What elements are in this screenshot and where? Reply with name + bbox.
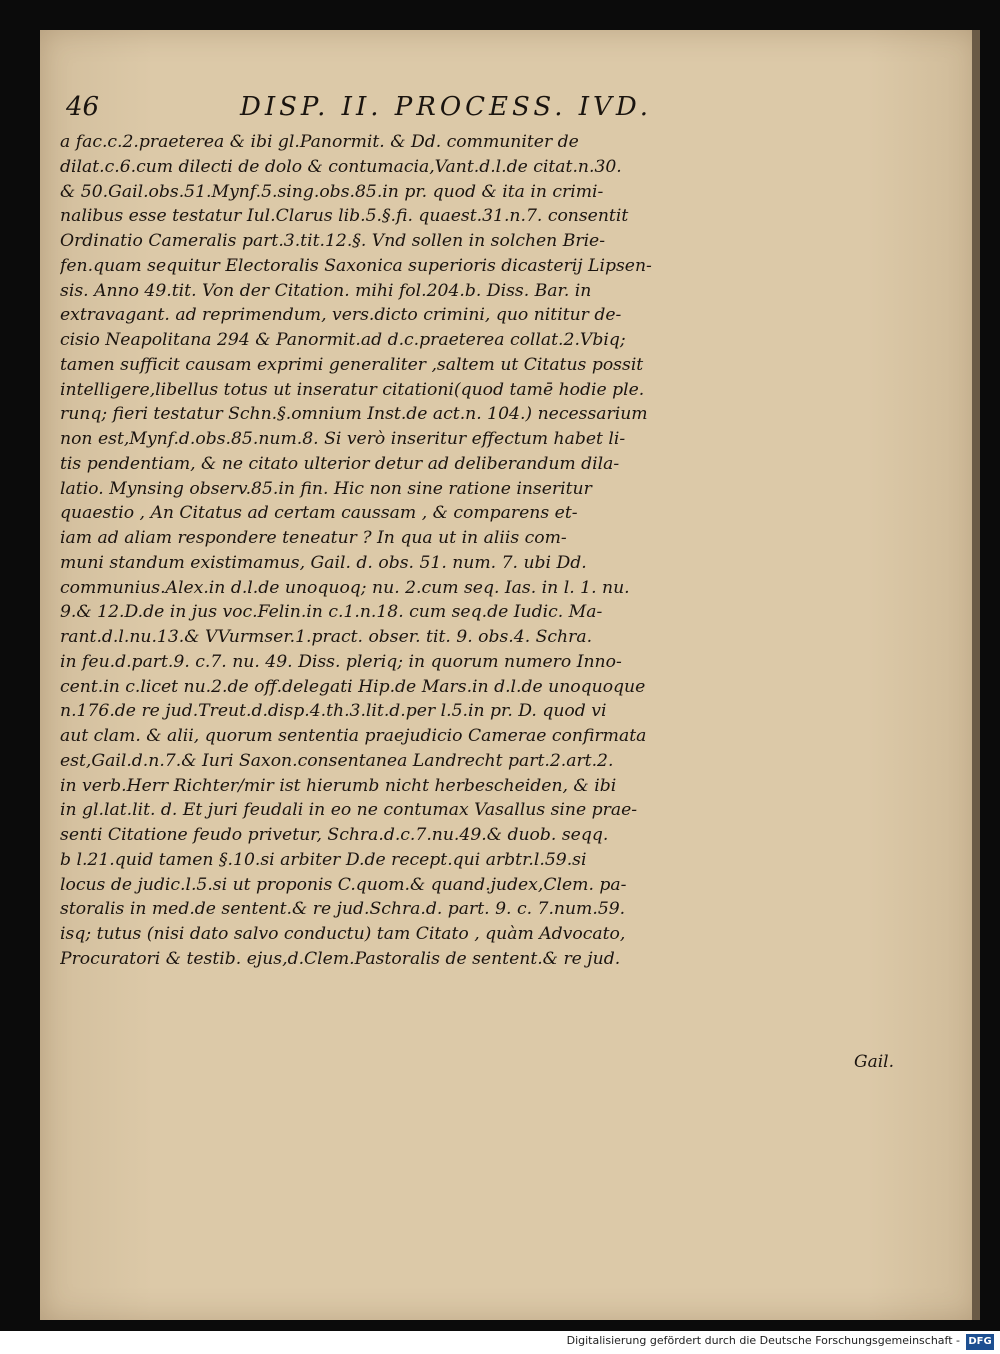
text-line: isq; tutus (nisi dato salvo conductu) tam Citato , quàm Advocato, bbox=[60, 924, 626, 944]
text-line: 9.& 12.D.de in jus voc.Felin.in c.1.n.18. cum seq.de Iudic. Ma- bbox=[60, 602, 603, 623]
text-line: in verb.Herr Richter/mir ist hierumb nicht herbescheiden, & ibi bbox=[60, 775, 617, 796]
footnote-text-block bbox=[60, 130, 920, 972]
text-line: fen.quam sequitur Electoralis Saxonica superioris dicasterij Lipsen- bbox=[60, 255, 652, 276]
text-line: muni standum existimamus, Gail. d. obs. 51. num. 7. ubi Dd. bbox=[60, 552, 587, 573]
footer-bar bbox=[0, 1331, 1000, 1354]
text-line: Ordinatio Cameralis part.3.tit.12.§. Vnd sollen in solchen Brie- bbox=[60, 231, 606, 251]
text-line: locus de judic.l.5.si ut proponis C.quom.& quand.judex,Clem. pa- bbox=[60, 874, 627, 895]
text-line: cisio Neapolitana 294 & Panormit.ad d.c.praeterea collat.2.Vbiq; bbox=[60, 330, 626, 350]
text-line: quaestio , An Citatus ad certam caussam , & comparens et- bbox=[60, 503, 578, 524]
page-gutter-shadow bbox=[972, 30, 980, 1320]
text-line: storalis in med.de sentent.& re jud.Schra.d. part. 9. c. 7.num.59. bbox=[60, 899, 626, 920]
text-line: b l.21.quid tamen §.10.si arbiter D.de recept.qui arbtr.l.59.si bbox=[60, 849, 587, 870]
running-title: DISP. II. PROCESS. IVD. bbox=[240, 92, 653, 122]
catchword: Gail. bbox=[854, 1052, 894, 1072]
text-line: senti Citatione feudo privetur, Schra.d.c.7.nu.49.& duob. seqq. bbox=[60, 825, 609, 845]
text-line: dilat.c.6.cum dilecti de dolo & contumacia,Vant.d.l.de citat.n.30. bbox=[60, 156, 622, 177]
text-line: tamen sufficit causam exprimi generaliter ,saltem ut Citatus possit bbox=[60, 354, 644, 375]
page-header bbox=[60, 92, 820, 132]
text-line: a fac.c.2.praeterea & ibi gl.Panormit. & Dd. communiter de bbox=[60, 132, 579, 152]
text-line: latio. Mynsing observ.85.in fin. Hic non sine ratione inseritur bbox=[60, 478, 592, 499]
text-line: in feu.d.part.9. c.7. nu. 49. Diss. pleriq; in quorum numero Inno- bbox=[60, 651, 622, 672]
text-line: Procuratori & testib. ejus,d.Clem.Pastoralis de sentent.& re jud. bbox=[60, 948, 621, 969]
text-line: aut clam. & alii, quorum sententia praejudicio Camerae confirmata bbox=[60, 726, 647, 746]
text-line: n.176.de re jud.Treut.d.disp.4.th.3.lit.d.per l.5.in pr. D. quod vi bbox=[60, 701, 607, 722]
text-line: extravagant. ad reprimendum, vers.dicto crimini, quo nititur de- bbox=[60, 305, 622, 326]
text-line: tis pendentiam, & ne citato ulterior detur ad deliberandum dila- bbox=[60, 453, 620, 474]
text-line: est,Gail.d.n.7.& Iuri Saxon.consentanea Landrecht part.2.art.2. bbox=[60, 750, 614, 771]
text-line: rant.d.l.nu.13.& VVurmser.1.pract. obser. tit. 9. obs.4. Schra. bbox=[60, 627, 593, 647]
text-line: iam ad aliam respondere teneatur ? In qua ut in aliis com- bbox=[60, 528, 567, 548]
text-line: cent.in c.licet nu.2.de off.delegati Hip.de Mars.in d.l.de unoquoque bbox=[60, 676, 646, 697]
text-line: in gl.lat.lit. d. Et juri feudali in eo ne contumax Vasallus sine prae- bbox=[60, 800, 638, 821]
text-line: non est,Mynf.d.obs.85.num.8. Si verò inseritur effectum habet li- bbox=[60, 429, 626, 449]
text-line: sis. Anno 49.tit. Von der Citation. mihi fol.204.b. Diss. Bar. in bbox=[60, 280, 592, 301]
text-line: nalibus esse testatur Iul.Clarus lib.5.§.fi. quaest.31.n.7. consentit bbox=[60, 206, 629, 227]
text-line: intelligere,libellus totus ut inseratur citationi(quod tamē hodie ple. bbox=[60, 379, 645, 400]
text-line: & 50.Gail.obs.51.Mynf.5.sing.obs.85.in pr. quod & ita in crimi- bbox=[60, 181, 604, 202]
text-line: runq; fieri testatur Schn.§.omnium Inst.de act.n. 104.) necessarium bbox=[60, 404, 648, 425]
funding-credit: Digitalisierung gefördert durch die Deutsche Forschungsgemeinschaft - bbox=[566, 1334, 960, 1347]
page-number: 46 bbox=[66, 92, 100, 122]
dfg-logo: DFG bbox=[966, 1334, 994, 1350]
text-line: communius.Alex.in d.l.de unoquoq; nu. 2.cum seq. Ias. in l. 1. nu. bbox=[60, 577, 630, 598]
